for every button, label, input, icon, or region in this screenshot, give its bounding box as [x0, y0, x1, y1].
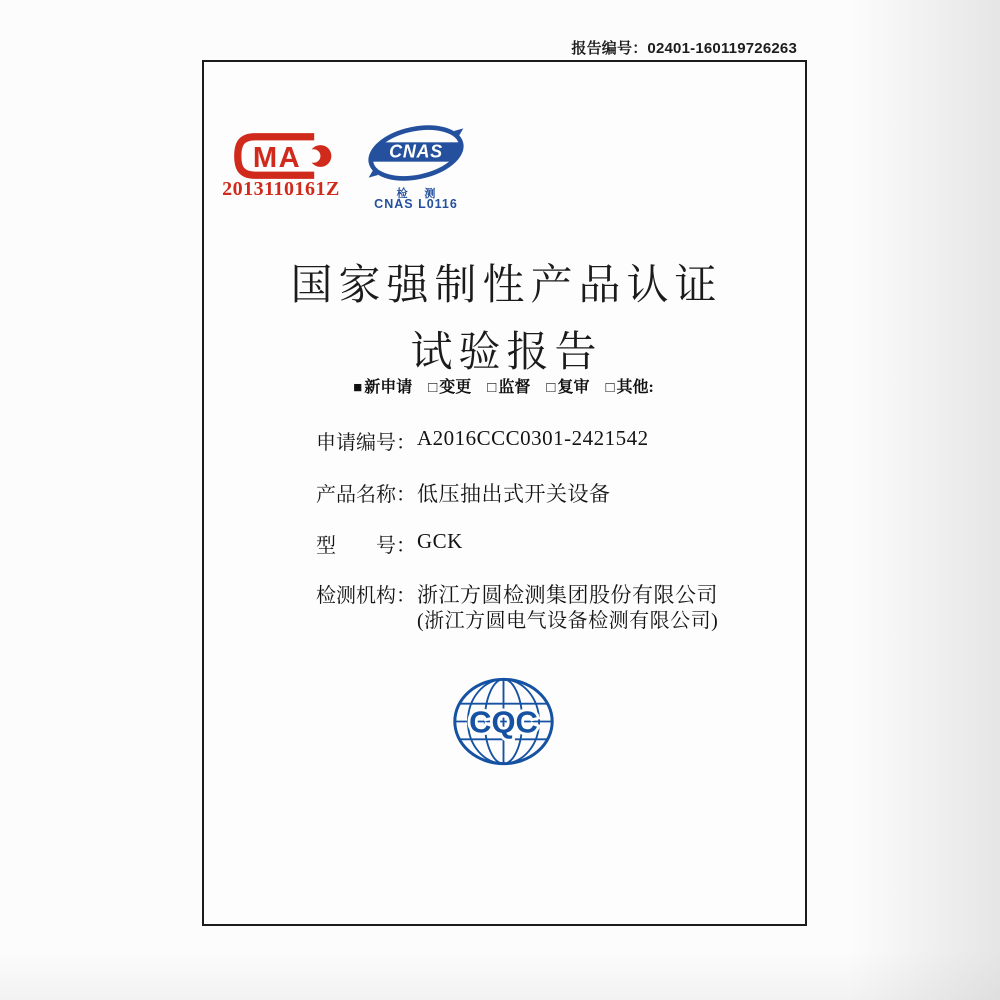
option-other	[605, 379, 653, 396]
checkbox-checked-icon: ■	[353, 380, 363, 396]
cma-letters: MA	[252, 141, 302, 174]
field-value: 浙江方圆检测集团股份有限公司	[417, 583, 718, 607]
report-number-value: 02401-160119726263	[647, 40, 797, 57]
option-change	[428, 379, 471, 396]
cnas-accreditation-code: CNAS L0116	[374, 197, 458, 211]
option-label: 变更	[439, 379, 472, 396]
field-label: 型 号：	[316, 535, 416, 557]
option-label: 监督	[498, 379, 531, 396]
cnas-logo-icon	[366, 122, 466, 184]
field-value: 低压抽出式开关设备	[417, 482, 611, 506]
option-label: 新申请	[364, 379, 413, 396]
checkbox-empty-icon: □	[605, 380, 615, 396]
cnas-letters: CNAS	[389, 141, 443, 162]
field-product-name	[0, 478, 1000, 508]
field-value: A2016CCC0301-2421542	[417, 426, 649, 450]
field-label: 申请编号：	[316, 432, 416, 454]
checkbox-empty-icon: □	[487, 380, 497, 396]
checkbox-empty-icon: □	[428, 380, 438, 396]
cma-logo-icon	[231, 130, 335, 182]
field-application-number	[0, 426, 1000, 456]
scan-bottom-shadow	[0, 950, 1000, 1000]
application-type-row	[202, 374, 805, 397]
option-supervision	[487, 379, 530, 396]
title-line2: 试验报告	[410, 330, 603, 376]
cnas-caption-cn: 检 测	[396, 188, 443, 200]
cma-license-number: 2013110161Z	[222, 178, 340, 200]
field-value: GCK	[417, 529, 463, 553]
report-number	[571, 37, 797, 58]
field-test-organization-line2: (浙江方圆电气设备检测有限公司)	[417, 610, 719, 632]
checkbox-empty-icon: □	[546, 380, 556, 396]
report-number-label: 报告编号：	[571, 40, 648, 57]
field-model	[0, 529, 1000, 559]
title-line1: 国家强制性产品认证	[290, 263, 723, 309]
option-review	[546, 379, 589, 396]
option-label: 其他:	[616, 379, 654, 396]
cqc-logo-icon	[452, 675, 555, 768]
option-new-application	[353, 379, 412, 396]
field-label: 检测机构：	[316, 585, 416, 607]
option-label: 复审	[557, 379, 590, 396]
cqc-letters: CQC	[469, 704, 538, 740]
field-label: 产品名称：	[316, 484, 416, 506]
